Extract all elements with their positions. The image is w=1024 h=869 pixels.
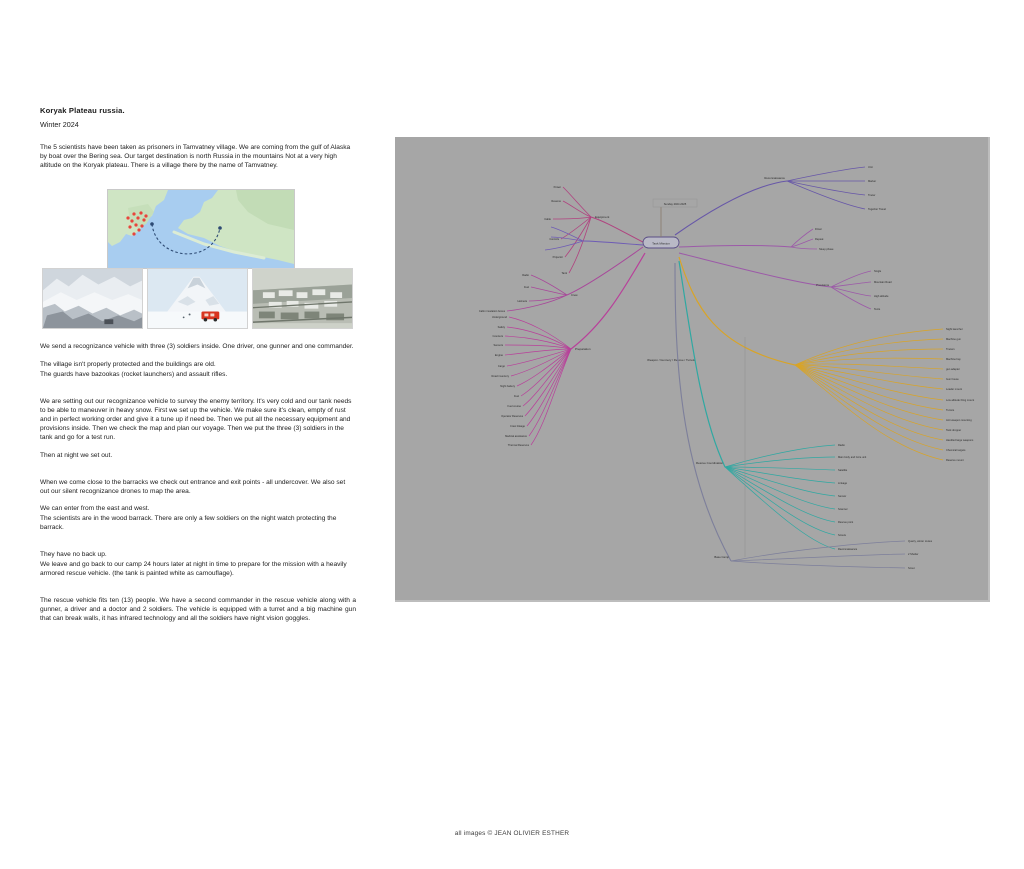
mindmap-leaf: High altitude: [874, 295, 889, 298]
mindmap-leaf: Fuel: [513, 395, 519, 398]
mindmap-leaf: Thermal Reserves: [507, 444, 529, 447]
mindmap-leaf: Fuel course: [507, 405, 521, 408]
paragraph-return-camp: We leave and go back to our camp 24 hours later at night in time to prepare for the mission with a heavily armored rescue vehicle. (the tank is painted white as camouflage).: [40, 561, 347, 578]
paragraph-guard-weapons: The guards have bazookas (rocket launchers) and assault rifles.: [40, 370, 228, 378]
mindmap-leaf: Underground: [491, 316, 507, 319]
mindmap-leaf: Machine bay: [946, 358, 961, 361]
mindmap-leaf: Loader mount: [946, 388, 963, 391]
mindmap-leaf: Counters: [492, 335, 503, 338]
mindmap-leaf: Medical assistance: [505, 435, 527, 438]
snowy-mountain-ridge-photo: [42, 268, 143, 329]
mindmap-leaf: Repeat: [815, 238, 824, 241]
mindmap-leaf: Scout: [908, 567, 915, 570]
aerial-village-graphic: [253, 269, 352, 328]
paragraph-village-defense: The village isn't properly protected and the buildings are old.: [40, 360, 216, 368]
mindmap-leaf: Unit: [868, 166, 873, 169]
mindmap-leaf: Reserve: [551, 200, 561, 203]
route-map: [107, 189, 295, 269]
mindmap-leaf: Tank dropper: [946, 429, 962, 432]
mindmap-leaf: Helmets: [517, 300, 527, 303]
mindmap-leaf: Chemical targets: [946, 449, 966, 452]
text-spacer-4: [40, 588, 356, 597]
mindmap-node-preparation: Preparation: [575, 347, 591, 351]
mindmap-branch-crew-sub[interactable]: [679, 227, 834, 251]
mindmap-branch-transport[interactable]: [545, 227, 643, 250]
footer-credit: all images © JEAN OLIVIER ESTHER: [454, 830, 570, 837]
mindmap-node-equipment: Equipment: [595, 215, 610, 219]
mindmap-leaf: Power: [553, 186, 561, 189]
page-title: Koryak Plateau russia.: [40, 106, 125, 115]
mindmap-leaf: Night battery: [500, 385, 515, 388]
paragraph-no-backup: They have no back up.: [40, 551, 107, 559]
mindmap-leaf: Rescue point: [838, 521, 854, 524]
mindmap-panel[interactable]: [395, 137, 990, 602]
mindmap-leaf: Cable: [544, 218, 551, 221]
mindmap-node-base-camp: Base Camp: [714, 555, 729, 559]
mindmap-node-recon-top: Reconnaissance: [764, 176, 785, 180]
paragraph-recon-vehicle: We send a recognizance vehicle with three (3) soldiers inside. One driver, one gunner and one commander.: [40, 343, 354, 350]
mindmap-graphic[interactable]: [395, 137, 990, 602]
mindmap-leaf: Gun house: [946, 378, 959, 381]
mindmap-branch-preparation[interactable]: [492, 253, 645, 447]
text-spacer-2: [40, 470, 356, 479]
mindmap-leaf: Projector: [552, 256, 563, 259]
mindmap-leaf: Controls: [549, 238, 559, 241]
snowy-mountain-ridge-graphic: [43, 269, 142, 328]
volcano-with-red-vehicle-photo: [147, 268, 248, 329]
mindmap-leaf: Sensors: [493, 344, 503, 347]
mindmap-node-rescue-coordination: Rescue Coordination: [696, 461, 723, 465]
mindmap-leaf: Together Travel: [868, 208, 886, 211]
mindmap-leaf: Tracers: [946, 348, 955, 351]
paragraph-night-departure: Then at night we set out.: [40, 451, 113, 459]
mindmap-branch-provisions[interactable]: [679, 253, 892, 311]
mindmap-leaf: Radio: [838, 444, 845, 447]
mindmap-leaf: Marker: [868, 180, 877, 183]
briefing-text-continued: [40, 343, 356, 633]
map-route-start: [150, 222, 154, 226]
mindmap-root-label: Task Mission: [652, 241, 670, 246]
mindmap-leaf: Handled large weapons: [946, 439, 974, 442]
text-spacer: [40, 389, 356, 398]
mindmap-leaf: Road inventory: [491, 375, 509, 378]
mindmap-leaf: Reserve mount: [946, 459, 964, 462]
mindmap-leaf: Turrets: [946, 409, 955, 412]
mindmap-leaf: Sensor: [838, 495, 847, 498]
paragraph-rescue-vehicle: The rescue vehicle fits ten (13) people. We have a second commander in the rescue vehicle along with a gunner, a driver and a doctor and 2 soldiers. The vehicle is equipped with a turret and a big machine gun that can break walls, it has infrared technology and all the soldiers have night vision goggles.: [40, 597, 356, 623]
mindmap-leaf: Tents: [874, 308, 881, 311]
mindmap-root-node[interactable]: [643, 237, 679, 248]
route-map-graphic: [108, 190, 294, 268]
mindmap-leaf: Tank: [561, 272, 567, 275]
mindmap-branch-recon-top[interactable]: [675, 165, 886, 235]
mindmap-top-note[interactable]: [653, 199, 697, 237]
mindmap-leaf: Crew linkage: [510, 425, 525, 428]
mindmap-leaf: Low altitude firing mount: [946, 399, 975, 402]
mindmap-leaf: Anti weapon mounting: [946, 419, 972, 422]
mindmap-leaf: Single: [874, 270, 882, 273]
page-subtitle: Winter 2024: [40, 120, 79, 130]
mindmap-top-note-label: Sunday 2024 2025: [663, 203, 687, 206]
mindmap-leaf: Linkage: [838, 482, 848, 485]
mindmap-branch-base-camp[interactable]: [675, 263, 933, 570]
mindmap-node-crew: Crew: [571, 293, 578, 297]
paragraph-intro: The 5 scientists have been taken as prisoners in Tamvatney village. We are coming from the gulf of Alaska by boat over the Bering sea. Our target destination is north Russia in the mountains Not at a very high altitude on the Koryak plateau. There is a village there by the name of Tamvatney.: [40, 143, 351, 169]
mindmap-node-weapons: Weapon / Gunnery / Rescue / Turrets: [647, 358, 695, 362]
mindmap-leaf: Machine gun: [946, 338, 961, 341]
mindmap-leaf: Scanner: [838, 508, 848, 511]
paragraph-barracks-approach: When we come close to the barracks we check out entrance and exit points - all undercover. We also set out our silent recognizance drones to map the area.: [40, 478, 346, 495]
paragraph-scientist-location: The scientists are in the wood barrack. There are only a few soldiers on the night watch protecting the barrack.: [40, 515, 337, 532]
mindmap-leaf: Satellite: [838, 469, 848, 472]
mindmap-leaf: Cargo: [497, 365, 505, 368]
text-spacer-3: [40, 542, 356, 551]
mindmap-leaf: Scouts: [838, 534, 846, 537]
mindmap-branch-weapons[interactable]: [647, 257, 974, 462]
mindmap-leaf: Reconnaissance: [838, 548, 858, 551]
paragraph-vehicle-prep: We are setting out our recognizance vehicle to survey the enemy territory. It's very cold and our tank needs to be able to maneuver in heavy snow. First we set up the vehicle. We make sure it's clean, empty of rust and in perfect working order and give it a tune up if need be. Then we put all the necessary equipment and provisions inside. Then we check the map and plan our voyage. Then we put the three (3) soldiers in the tank and go for a test run.: [40, 397, 352, 441]
mindmap-node-provisions: Provisions: [816, 283, 829, 287]
mindmap-leaf: Mountain Road: [874, 281, 892, 284]
mindmap-leaf: gun adapter: [946, 368, 960, 371]
photo-strip: [42, 268, 353, 329]
aerial-village-photo: [252, 268, 353, 329]
mindmap-leaf: Quarry, winter routes: [908, 540, 933, 543]
mindmap-leaf: Safety: [497, 326, 505, 329]
mindmap-leaf: Tracer: [868, 194, 876, 197]
briefing-text-column: [40, 106, 356, 180]
mindmap-leaf: Radio: [522, 274, 529, 277]
volcano-graphic: [148, 269, 247, 328]
mindmap-leaf: Cabin insulation boxes: [478, 310, 505, 313]
mindmap-leaf: Driver: [815, 228, 822, 231]
mindmap-leaf: Main body and Core unit: [838, 456, 867, 459]
mindmap-leaf: Night launcher: [946, 328, 963, 331]
map-route-end: [218, 226, 222, 230]
mindmap-leaf: Sleep phase: [819, 248, 834, 251]
mindmap-leaf: Engine: [494, 354, 503, 357]
mindmap-leaf: Fuel: [523, 286, 529, 289]
mindmap-leaf: Operator Reserves: [501, 415, 523, 418]
mindmap-leaf: 2 Shelter: [908, 553, 919, 556]
paragraph-entry-points: We can enter from the east and west.: [40, 505, 150, 513]
